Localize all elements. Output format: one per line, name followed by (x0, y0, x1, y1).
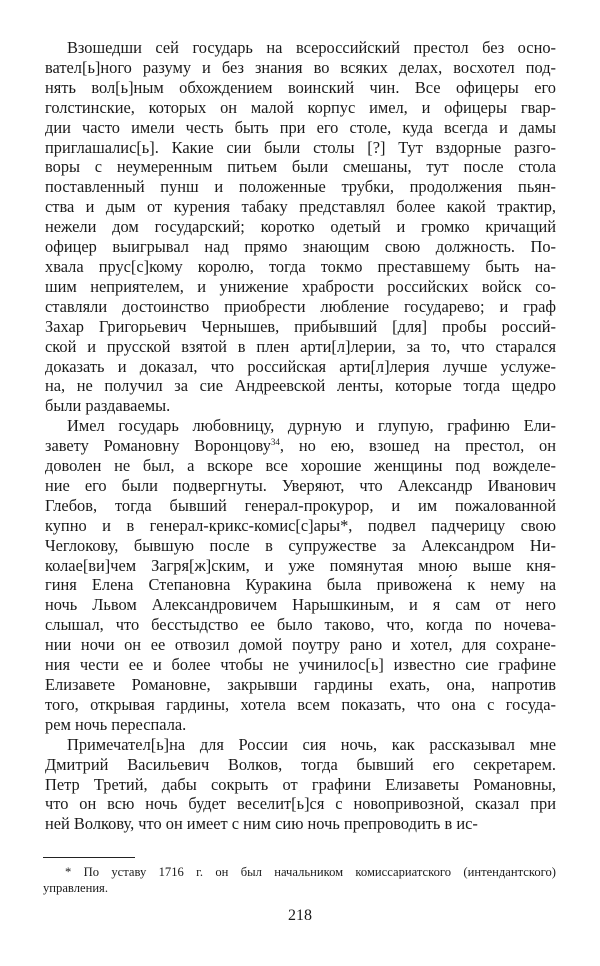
text-line: слышал, что бесстыдство ее было таково, что, когда по ночева- (45, 615, 556, 635)
text-line: хвала прус[с]кому королю, тогда токмо преставшему быть на- (45, 256, 556, 276)
text-line: поставленный пунш и положенные трубки, продолжения пьян- (45, 177, 556, 197)
text-line: на, не получил за сие Андреевской ленты, которые тогда щедро (45, 376, 556, 396)
text-line: гиня Елена Степановна Куракина была привожена́ к нему на (45, 575, 556, 595)
text-line: Чеглокову, бывшую после в супружестве за Александром Ни- (45, 535, 556, 555)
text-line: Дмитрий Васильевич Волков, тогда бывший его секретарем. (45, 754, 556, 774)
text-line: нежели дом государский; коротко одетый и громко кричащий (45, 217, 556, 237)
text-segment: завету Романовну Воронцову (45, 436, 271, 456)
text-line: ской и прусской взятой в плен арти[л]лерии, за то, что старался (45, 336, 556, 356)
text-line: того, открывая гардины, хотела всем показать, что она с госуда- (45, 694, 556, 714)
body-text (45, 38, 556, 834)
text-line: рем ночь переспала. (45, 714, 187, 734)
text-line: дии часто имели честь быть при его столе, куда всегда и дамы (45, 117, 556, 137)
text-line: Имел государь любовницу, дурную и глупую, графиню Ели- (67, 416, 556, 436)
text-line: офицер выигрывал над прямо знающим свою должность. По- (45, 237, 556, 257)
text-line: Захар Григорьевич Чернышев, прибывший [для] пробы россий- (45, 316, 556, 336)
text-segment: , но ею, взошед на престол, он (279, 436, 556, 456)
text-line: Взошедши сей государь на всероссийский престол без осно- (67, 38, 556, 57)
text-line: ние его были подвергнуты. Уверяют, что Александр Иванович (45, 475, 556, 495)
footnote-line: * По уставу 1716 г. он был начальником комиссариатского (интендантского) (65, 865, 556, 879)
text-line: доволен не был, а вскоре все хорошие женщины под вожделе- (45, 456, 556, 476)
text-line: ния чести ее и более чтобы не учинилос[ь] известно сие графине (45, 655, 556, 675)
footnote (43, 864, 556, 896)
text-line: вател[ь]ного разуму и без знания во всяких делах, восхотел под- (45, 57, 556, 77)
text-line: Примечател[ь]на для России сия ночь, как рассказывал мне (67, 734, 556, 754)
text-line: ставляли достоинство приобрести любление государево; и граф (45, 296, 556, 316)
text-line: нии ночи он ее отвозил домой поутру рано и хотел, для сохране- (45, 635, 556, 655)
text-line: купно и в генерал-крикс-комис[с]ары*, подвел падчерицу свою (45, 515, 556, 535)
page-number: 218 (288, 907, 312, 924)
endnote-reference: 34 (270, 437, 280, 448)
text-line: нять вол[ь]ным обхождением воинский чин. Все офицеры его (45, 77, 556, 97)
paragraph (45, 416, 556, 735)
text-line: ства и дым от курения табаку представлял более какой трактир, (45, 197, 556, 217)
text-line: приглашалис[ь]. Какие сии были столы [?] Тут вздорные разго- (45, 137, 556, 157)
text-line: шим неприятелем, и унижение храбрости российских войск со- (45, 276, 556, 296)
text-line: ней Волкову, что он имеет с ним сию ночь препроводить в ис- (45, 814, 478, 834)
footnote-line: управления. (43, 881, 108, 895)
paragraph (45, 38, 556, 416)
text-line: воры с неумеренным питьем были смешаны, тут после стола (45, 157, 556, 177)
text-line: колае[ви]чем Загря[ж]ским, и уже помянутая мною выше кня- (45, 555, 556, 575)
text-line: Елизавете Романовне, закрывши гардины ехать, она, напротив (45, 675, 556, 694)
footnote-separator (43, 857, 135, 858)
text-line (45, 436, 556, 456)
text-line: голстинские, которых он малой корпус имел, и офицеры гвар- (45, 97, 556, 117)
text-line: Петр Третий, дабы сокрыть от графини Елизаветы Романовны, (45, 774, 556, 794)
text-line: ночь Львом Александровичем Нарышкиным, и я сам от него (45, 595, 556, 615)
paragraph (45, 735, 556, 835)
text-line: Глебов, тогда бывший генерал-прокурор, и им пожалованной (45, 495, 556, 515)
text-line: были раздаваемы. (45, 396, 171, 416)
text-line: доказать и доказал, что российская арти[л]лерия лучше услуже- (45, 356, 556, 376)
text-line: что он всю ночь будет веселит[ь]ся с новопривозной, сказал при (45, 794, 556, 814)
